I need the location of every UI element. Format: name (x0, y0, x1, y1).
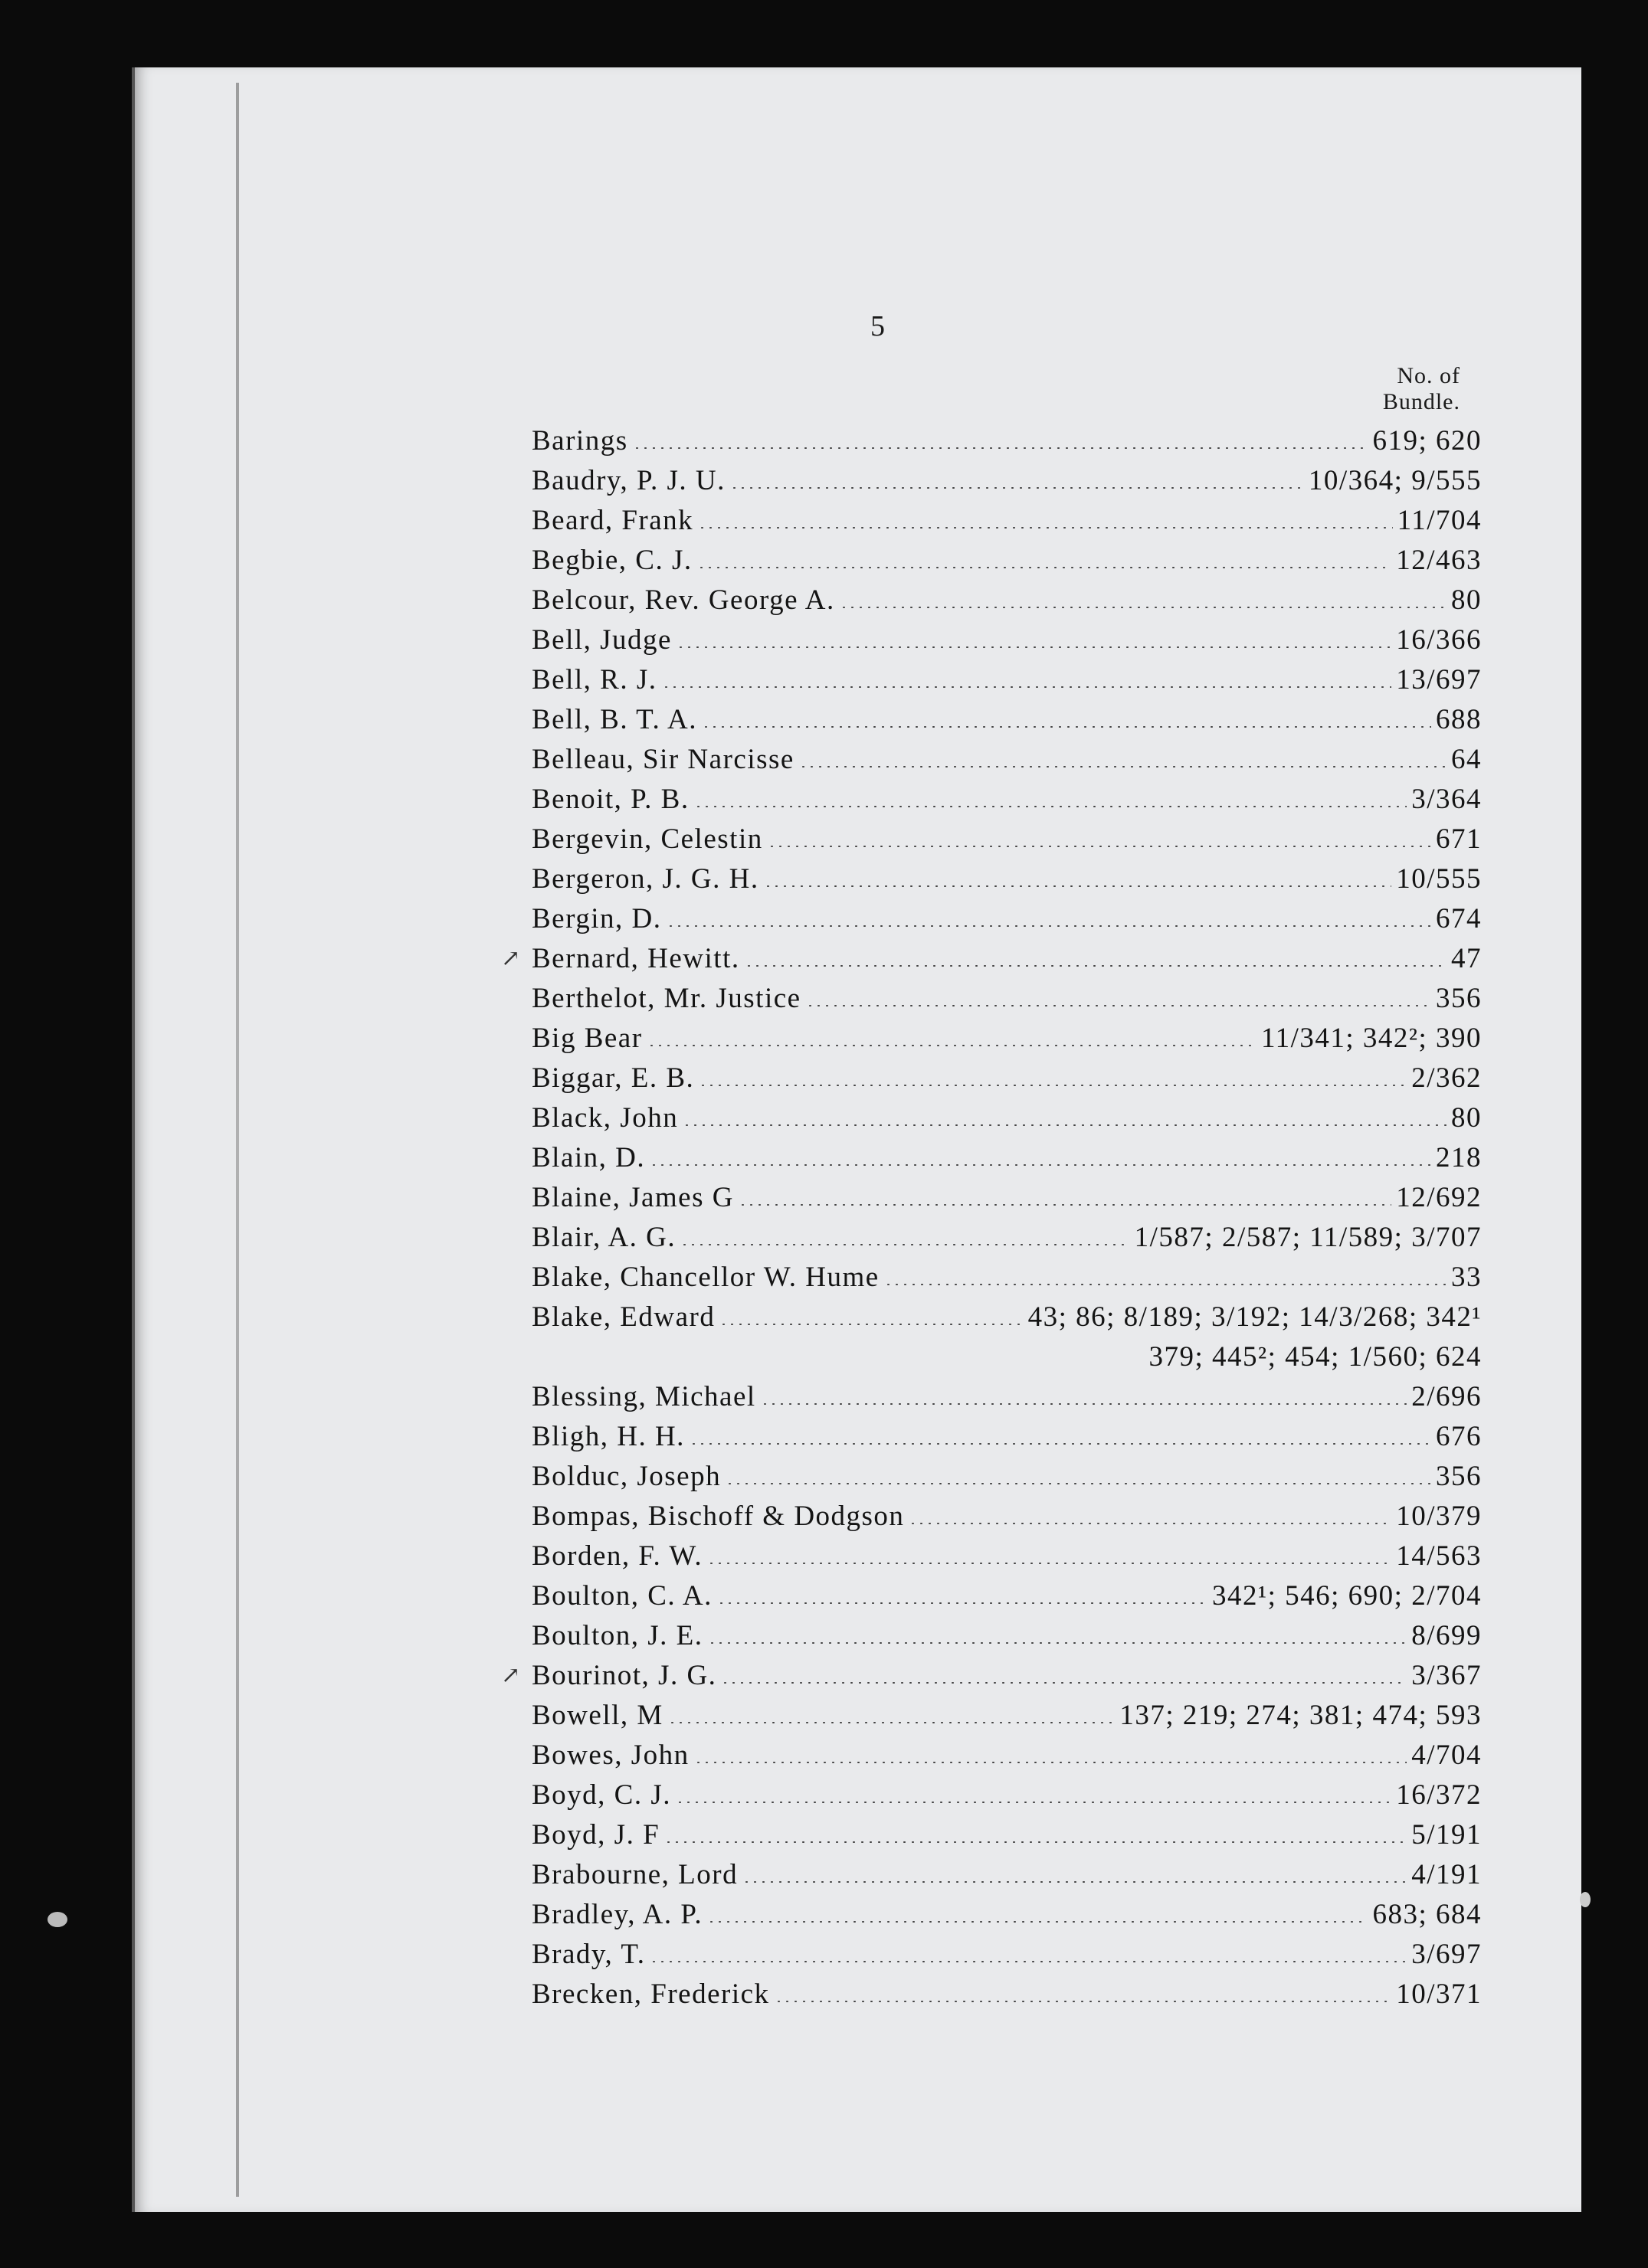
dot-leader (739, 1204, 1391, 1206)
entry-name: Belcour, Rev. George A. (532, 584, 835, 616)
binding-line (236, 83, 239, 2197)
dot-leader (647, 1045, 1256, 1046)
dot-leader (806, 1005, 1431, 1006)
entry-bundle-refs: 2/696 (1411, 1381, 1482, 1412)
entry-name: Bourinot, J. G. (532, 1660, 717, 1691)
dot-leader (697, 567, 1392, 568)
entry-name: Blake, Edward (532, 1301, 716, 1333)
entry-name: Bompas, Bischoff & Dodgson (532, 1501, 905, 1532)
entry-bundle-refs: 1/587; 2/587; 11/589; 3/707 (1134, 1222, 1482, 1253)
index-entry (532, 1935, 1482, 1975)
dot-leader (775, 2001, 1392, 2002)
entry-bundle-refs: 10/364; 9/555 (1308, 465, 1482, 496)
entry-name: Barings (532, 425, 628, 457)
entry-bundle-refs: 2/362 (1411, 1062, 1482, 1094)
entry-bundle-refs: 218 (1436, 1142, 1482, 1173)
entry-bundle-refs: 16/372 (1396, 1779, 1482, 1811)
entry-name: Big Bear (532, 1023, 643, 1054)
entry-name: Black, John (532, 1102, 679, 1134)
index-entry (532, 1059, 1482, 1098)
dot-leader (667, 925, 1431, 927)
index-entry (532, 780, 1482, 820)
entry-bundle-refs: 8/699 (1411, 1620, 1482, 1651)
entry-name: Bowes, John (532, 1739, 690, 1771)
entry-name: Bergevin, Celestin (532, 823, 763, 855)
index-entry (532, 1815, 1482, 1855)
entry-name: Boulton, J. E. (532, 1620, 703, 1651)
dot-leader (707, 1563, 1391, 1564)
dot-leader (761, 1403, 1407, 1405)
dot-leader (683, 1124, 1447, 1126)
entry-bundle-refs: 674 (1436, 903, 1482, 934)
index-entry (532, 620, 1482, 660)
entry-name: Bergeron, J. G. H. (532, 863, 759, 895)
index-entry (532, 461, 1482, 501)
entry-name: Benoit, P. B. (532, 784, 690, 815)
index-entry (532, 1457, 1482, 1497)
dot-leader (726, 1483, 1431, 1484)
entry-name: Brabourne, Lord (532, 1859, 739, 1890)
column-header (1383, 363, 1460, 415)
index-entry (532, 740, 1482, 780)
entry-name: Belleau, Sir Narcisse (532, 744, 795, 775)
pencil-mark-icon: ↗ (501, 1663, 522, 1688)
dot-leader (676, 1802, 1391, 1803)
entry-bundle-refs: 47 (1451, 943, 1482, 974)
dot-leader (884, 1284, 1447, 1285)
entry-name: Boulton, C. A. (532, 1580, 713, 1612)
dot-leader (664, 1841, 1407, 1843)
dot-leader (909, 1523, 1391, 1524)
entry-name: Baudry, P. J. U. (532, 465, 726, 496)
dot-leader (721, 1682, 1407, 1684)
entry-name: Bell, R. J. (532, 664, 657, 695)
entry-name: Bell, B. T. A. (532, 704, 697, 735)
dot-leader (633, 447, 1368, 449)
scan-speck (48, 1912, 67, 1927)
dot-leader (730, 487, 1304, 489)
dot-leader (742, 1881, 1407, 1883)
pencil-mark-icon: ↗ (501, 946, 522, 971)
entry-name: Borden, F. W. (532, 1540, 703, 1572)
index-entry (532, 1895, 1482, 1935)
entry-name: Blaine, James G (532, 1182, 734, 1213)
entry-bundle-refs-continued: 379; 445²; 454; 1/560; 624 (1148, 1341, 1482, 1373)
index-entry (532, 1616, 1482, 1656)
entry-bundle-refs: 13/697 (1396, 664, 1482, 695)
entry-name: Brady, T. (532, 1939, 646, 1970)
entry-bundle-refs: 5/191 (1411, 1819, 1482, 1851)
entry-name: Blessing, Michael (532, 1381, 756, 1412)
page-number: 5 (870, 310, 885, 342)
entry-name: Begbie, C. J. (532, 545, 693, 576)
dot-leader (690, 1443, 1431, 1445)
entry-bundle-refs: 12/463 (1396, 545, 1482, 576)
entry-name: Bergin, D. (532, 903, 662, 934)
entry-name: Berthelot, Mr. Justice (532, 983, 801, 1014)
entry-name: Bradley, A. P. (532, 1899, 703, 1930)
dot-leader (745, 965, 1447, 967)
index-entry (532, 1497, 1482, 1537)
index-entry (532, 1218, 1482, 1258)
dot-leader (717, 1602, 1207, 1604)
index-entry-continuation (532, 1337, 1482, 1377)
index-entry (532, 1537, 1482, 1576)
index-entry (532, 820, 1482, 859)
dot-leader (707, 1921, 1368, 1923)
dot-leader (680, 1244, 1130, 1245)
index-entry (532, 700, 1482, 740)
index-entry (532, 1417, 1482, 1457)
index-entry (532, 660, 1482, 700)
entry-bundle-refs: 671 (1436, 823, 1482, 855)
dot-leader (699, 1085, 1407, 1086)
entry-name: Brecken, Frederick (532, 1978, 770, 2010)
dot-leader (694, 1762, 1407, 1763)
index-entry (501, 939, 1482, 979)
index-entry (532, 501, 1482, 541)
dot-leader (694, 806, 1407, 807)
document-page (132, 67, 1581, 2212)
dot-leader (702, 726, 1431, 728)
entry-name: Blake, Chancellor W. Hume (532, 1262, 880, 1293)
entry-bundle-refs: 10/379 (1396, 1501, 1482, 1532)
entry-bundle-refs: 683; 684 (1372, 1899, 1482, 1930)
entry-name: Beard, Frank (532, 505, 694, 536)
index-entry (532, 1138, 1482, 1178)
entry-bundle-refs: 16/366 (1396, 624, 1482, 656)
index-entry (532, 1377, 1482, 1417)
entry-name: Boyd, C. J. (532, 1779, 672, 1811)
entry-bundle-refs: 3/364 (1411, 784, 1482, 815)
index-entry (532, 1098, 1482, 1138)
index-entry (532, 1178, 1482, 1218)
entry-name: Bowell, M (532, 1700, 663, 1731)
entry-bundle-refs: 11/704 (1397, 505, 1482, 536)
dot-leader (662, 686, 1392, 688)
index-entry (532, 859, 1482, 899)
entry-bundle-refs: 43; 86; 8/189; 3/192; 14/3/268; 342¹ (1027, 1301, 1482, 1333)
entry-bundle-refs: 3/697 (1411, 1939, 1482, 1970)
index-entry (532, 1775, 1482, 1815)
entry-bundle-refs: 3/367 (1411, 1660, 1482, 1691)
entry-name: Bell, Judge (532, 624, 672, 656)
entry-name: Bligh, H. H. (532, 1421, 685, 1452)
entry-name: Bernard, Hewitt. (532, 943, 740, 974)
entry-bundle-refs: 676 (1436, 1421, 1482, 1452)
index-entry (532, 899, 1482, 939)
entry-bundle-refs: 356 (1436, 1461, 1482, 1492)
index-entry (532, 1696, 1482, 1736)
index-entry (532, 541, 1482, 581)
entry-bundle-refs: 619; 620 (1372, 425, 1482, 457)
dot-leader (698, 527, 1392, 529)
dot-leader (650, 1961, 1407, 1962)
scan-speck (1580, 1892, 1591, 1907)
entry-bundle-refs: 64 (1451, 744, 1482, 775)
entry-bundle-refs: 80 (1451, 584, 1482, 616)
index-entry (532, 979, 1482, 1019)
dot-leader (650, 1164, 1431, 1166)
entry-name: Bolduc, Joseph (532, 1461, 722, 1492)
entry-bundle-refs: 4/704 (1411, 1739, 1482, 1771)
dot-leader (764, 885, 1392, 887)
entry-name: Biggar, E. B. (532, 1062, 695, 1094)
index-entry (532, 1975, 1482, 2014)
dot-leader (719, 1324, 1023, 1325)
index-entry (501, 1656, 1482, 1696)
entry-bundle-refs: 14/563 (1396, 1540, 1482, 1572)
index-entries (501, 421, 1482, 2014)
entry-bundle-refs: 33 (1451, 1262, 1482, 1293)
column-header-line-1: No. of (1397, 363, 1460, 388)
entry-bundle-refs: 342¹; 546; 690; 2/704 (1212, 1580, 1482, 1612)
dot-leader (840, 607, 1447, 608)
entry-bundle-refs: 10/555 (1396, 863, 1482, 895)
dot-leader (799, 766, 1447, 767)
index-entry (532, 1576, 1482, 1616)
entry-bundle-refs: 4/191 (1411, 1859, 1482, 1890)
index-entry (532, 1736, 1482, 1775)
index-entry (532, 1258, 1482, 1298)
entry-name: Blain, D. (532, 1142, 646, 1173)
dot-leader (708, 1642, 1407, 1644)
dot-leader (768, 846, 1431, 847)
entry-name: Blair, A. G. (532, 1222, 677, 1253)
entry-bundle-refs: 356 (1436, 983, 1482, 1014)
entry-bundle-refs: 12/692 (1396, 1182, 1482, 1213)
index-entry (532, 1855, 1482, 1895)
index-entry (532, 421, 1482, 461)
index-entry (532, 1298, 1482, 1337)
entry-name: Boyd, J. F (532, 1819, 660, 1851)
dot-leader (677, 646, 1391, 648)
dot-leader (668, 1722, 1116, 1723)
column-header-line-2: Bundle. (1382, 389, 1460, 414)
index-entry (532, 581, 1482, 620)
entry-bundle-refs: 688 (1436, 704, 1482, 735)
entry-bundle-refs: 80 (1451, 1102, 1482, 1134)
index-entry (532, 1019, 1482, 1059)
entry-bundle-refs: 137; 219; 274; 381; 474; 593 (1119, 1700, 1482, 1731)
entry-bundle-refs: 10/371 (1396, 1978, 1482, 2010)
entry-bundle-refs: 11/341; 342²; 390 (1260, 1023, 1482, 1054)
